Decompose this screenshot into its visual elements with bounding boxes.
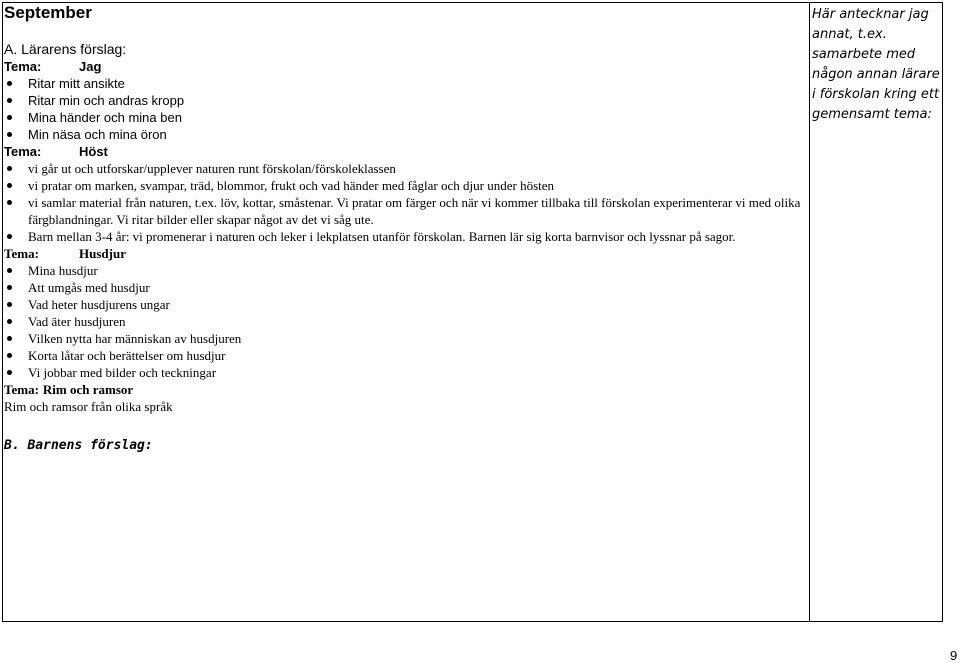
list-item: vi pratar om marken, svampar, träd, blommor, frukt och vad händer med fåglar och djur under hösten	[4, 177, 804, 194]
month-title: September	[4, 3, 92, 22]
page-number: 9	[950, 648, 958, 663]
list-item: Vilken nytta har människan av husdjuren	[4, 330, 804, 347]
list-item: Korta låtar och berättelser om husdjur	[4, 347, 804, 364]
tema-label: Tema:	[4, 246, 39, 261]
tema-label: Tema:	[4, 144, 42, 159]
tema-label: Tema:	[4, 59, 42, 74]
theme-heading-husdjur	[4, 245, 804, 262]
list-item: Vad heter husdjurens ungar	[4, 296, 804, 313]
theme-heading-host	[4, 143, 804, 160]
list-item: Mina händer och mina ben	[4, 109, 804, 126]
column-divider	[809, 3, 810, 621]
main-column	[4, 3, 804, 454]
list-item: Min näsa och mina öron	[4, 126, 804, 143]
tema-label: Tema:	[4, 382, 39, 397]
list-item: vi samlar material från naturen, t.ex. löv, kottar, småstenar. Vi pratar om färger och när vi kommer tillbaka till förskolan experimenterar vi med olika färgblandningar. Vi ritar bilder eller skapar något av det vi såg ute.	[4, 194, 804, 228]
theme-name: Jag	[79, 59, 102, 74]
theme-name: Rim och ramsor	[42, 382, 134, 397]
list-item: Att umgås med husdjur	[4, 279, 804, 296]
section-a-heading: A. Lärarens förslag:	[4, 41, 127, 57]
section-b-heading: B. Barnens förslag:	[4, 438, 153, 453]
theme-host-list	[4, 160, 804, 245]
theme-name: Höst	[79, 144, 108, 159]
list-item: Ritar min och andras kropp	[4, 92, 804, 109]
side-note: Här antecknar jag annat, t.ex. samarbete med någon annan lärare i förskolan kring ett gemensamt tema:	[812, 7, 940, 122]
list-item: Vi jobbar med bilder och teckningar	[4, 364, 804, 381]
list-item: Mina husdjur	[4, 262, 804, 279]
theme-rim-line: Rim och ramsor från olika språk	[4, 399, 173, 414]
theme-heading-jag	[4, 58, 804, 75]
theme-name: Husdjur	[79, 246, 126, 261]
list-item: vi går ut och utforskar/upplever naturen runt förskolan/förskoleklassen	[4, 160, 804, 177]
list-item: Ritar mitt ansikte	[4, 75, 804, 92]
theme-heading-rim	[4, 381, 804, 398]
theme-jag-list	[4, 75, 804, 143]
list-item: Vad äter husdjuren	[4, 313, 804, 330]
list-item: Barn mellan 3-4 år: vi promenerar i naturen och leker i lekplatsen utanför förskolan. Barnen lär sig korta barnvisor och lyssnar på sagor.	[4, 228, 804, 245]
theme-husdjur-list	[4, 262, 804, 381]
